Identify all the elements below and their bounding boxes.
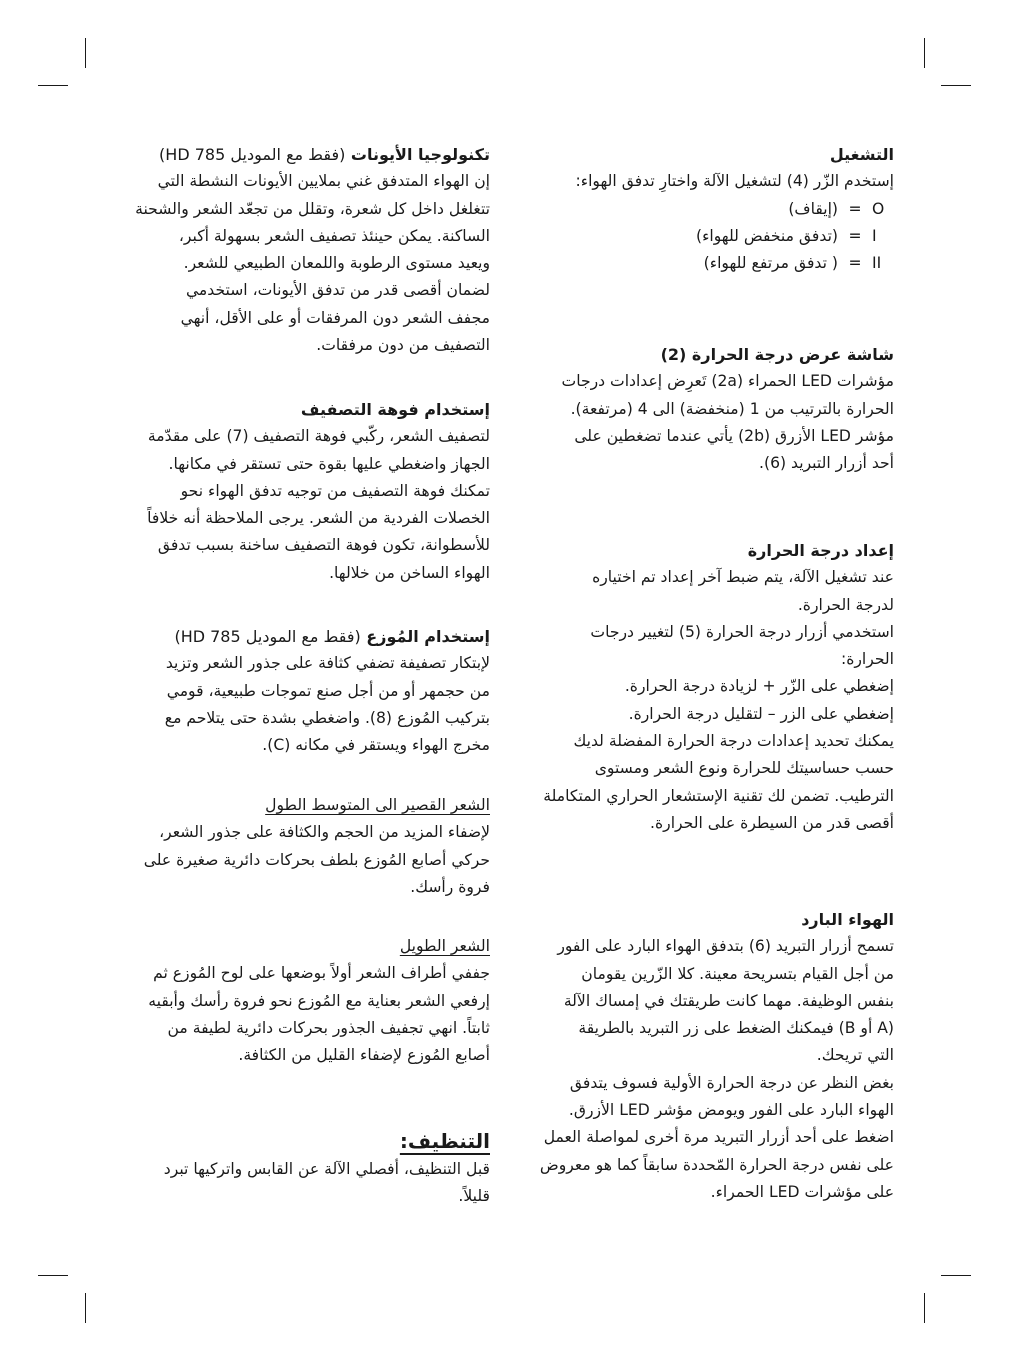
text-line: التي تريحك. <box>816 1046 894 1065</box>
mode-eq: = <box>848 199 862 218</box>
title-text: إستخدام المُوزع <box>366 627 490 646</box>
subsection-title-long-hair: الشعر الطويل <box>399 937 490 955</box>
section-ion-technology <box>112 141 490 359</box>
model-note: (فقط مع الموديل HD 785) <box>159 145 346 164</box>
text-line: الهواء البارد على الفور ويومض مؤشر LED الأزرق. <box>568 1101 894 1120</box>
text-line: من أجل القيام بتسريحة معينة. كلا الزّرين يقومان <box>581 964 894 983</box>
crop-mark-top-right-horizontal <box>941 85 971 86</box>
crop-mark-bottom-right-horizontal <box>941 1275 971 1276</box>
section-title-temperature-display: شاشة عرض درجة الحرارة (2) <box>660 345 894 364</box>
text-line: تتغلغل داخل كل شعرة، وتقلل من تجعّد الشعر والشحنة <box>135 199 490 218</box>
mode-desc: (تدفق منخفض للهواء) <box>695 226 838 245</box>
text-line: إضغطي على الزر – لتقليل درجة الحرارة. <box>628 704 894 723</box>
mode-eq: = <box>848 226 862 245</box>
text-line: الخصلات الفردية من الشعر. يرجى الملاحظة أنه خلافاً <box>147 509 490 528</box>
text-line: ثابتاً. انهي تجفيف الجذور بحركات دائرية لطيفة من <box>167 1018 490 1037</box>
mode-row-high <box>512 250 894 277</box>
text-line: بنفس الوظيفة. مهما كانت طريقتك في إمساك الآلة <box>563 991 894 1010</box>
text-line: إرفعي الشعر بعناية مع المُوزع نحو فروة رأسك وأبقيه <box>148 991 490 1010</box>
text-line: الترطيب. تضمن لك تقنية الإستشعار الحراري المتكاملة <box>543 786 894 805</box>
text-line: الساكنة. يمكن حينئذ تصفيف الشعر بسهولة أكبر، <box>178 226 490 245</box>
section-title-cleaning: التنظيف: <box>399 1129 490 1153</box>
text-line: لدرجة الحرارة. <box>797 595 894 614</box>
section-temperature-setting <box>512 537 894 837</box>
section-diffuser <box>112 623 490 759</box>
text-line: حركي أصابع المُوزع بلطف بحركات دائرية صغيرة على <box>143 850 490 869</box>
text-line: الحرارة: <box>840 650 894 669</box>
section-cold-air <box>512 906 894 1206</box>
crop-mark-top-left-horizontal <box>38 85 68 86</box>
model-note: (فقط مع الموديل HD 785) <box>174 627 361 646</box>
mode-row-off <box>512 196 894 223</box>
text-line: مؤشرات LED الحمراء (2a) تَعرِض إعدادات درجات <box>561 372 894 391</box>
text-line: تمكنك فوهة التصفيف من توجيه تدفق الهواء نحو <box>180 481 490 500</box>
section-cleaning <box>112 1126 490 1211</box>
section-temperature-display <box>512 341 894 477</box>
text-line: عند تشغيل الآلة، يتم ضبط آخر إعداد تم اختياره <box>592 568 894 587</box>
operation-intro: إستخدم الزّر (4) لتشغيل الآلة واختارِ تدفق الهواء: <box>575 172 894 191</box>
text-line: مؤشر LED الأزرق (2b) يأتي عندما تضغطين على <box>574 426 894 445</box>
text-line: إضغطي على الزّر + لزيادة درجة الحرارة. <box>624 677 894 696</box>
text-line: قبل التنظيف، أفصلي الآلة عن القابس واتركيها تبرد <box>163 1160 490 1178</box>
text-line: مجفف الشعر دون المرفقات أو على الأقل، أنهي <box>180 308 490 327</box>
section-title-ion-technology <box>112 141 490 168</box>
mode-symbol: I <box>872 226 877 245</box>
text-line: لإبتكار تصفيفة تضفي كثافة على جذور الشعر وتزيد <box>165 654 490 673</box>
text-line: الجهاز واضغطي عليها بقوة حتى تستقر في مكانها. <box>168 454 490 473</box>
text-line: ويعيد مستوى الرطوبة واللمعان الطبيعي للشعر. <box>183 254 490 273</box>
text-line: يمكنك تحديد إعدادات درجة الحرارة المفضلة لديك <box>573 732 894 751</box>
text-line: الحرارة بالترتيب من 1 (منخفضة) الى 4 (مرتفعة). <box>570 399 894 418</box>
section-title-cold-air: الهواء البارد <box>801 910 894 929</box>
mode-desc: (إيقاف) <box>788 199 838 218</box>
text-line: للأسطوانة، تكون فوهة التصفيف ساخنة بسبب تدفق <box>157 536 490 555</box>
mode-eq: = <box>848 254 862 273</box>
text-line: لإضفاء المزيد من الحجم والكثافة على جذور الشعر، <box>159 823 490 842</box>
subsection-title-short-medium-hair: الشعر القصير الى المتوسط الطول <box>265 796 490 814</box>
text-line: الهواء الساخن من خلالها. <box>329 563 490 582</box>
section-title-operation: التشغيل <box>829 145 894 164</box>
text-line: من حجمهر أو من أجل صنع تموجات طبيعية، قومي <box>166 681 490 700</box>
text-line: على نفس درجة الحرارة المّحددة سابقاً كما هو معروض <box>539 1155 894 1174</box>
text-line: بتركيب المُوزع (8). واضغطي بشدة حتى يتلاحم مع <box>164 708 490 727</box>
crop-mark-bottom-left-horizontal <box>38 1275 68 1276</box>
crop-mark-bottom-left-vertical <box>85 1293 86 1323</box>
section-long-hair <box>112 933 490 1069</box>
text-line: اضغط على أحد أزرار التبريد مرة أخرى لمواصلة العمل <box>543 1128 894 1147</box>
section-operation <box>512 141 894 277</box>
mode-symbol: O <box>872 199 885 218</box>
text-line: لضمان أقصى قدر من تدفق الأيونات، استخدمي <box>185 281 490 300</box>
mode-desc: ( تدفق مرتفع للهواء) <box>703 254 838 273</box>
crop-mark-top-right-vertical <box>924 38 925 68</box>
text-line: أحد أزرار التبريد (6). <box>759 454 894 473</box>
crop-mark-bottom-right-vertical <box>924 1293 925 1323</box>
text-line: حسب حساسيتك للحرارة ونوع الشعر ومستوى <box>594 759 894 778</box>
text-line: (A أو B) فيمكنك الضغط على زر التبريد بالطريقة <box>578 1019 894 1038</box>
text-line: بغض النظر عن درجة الحرارة الأولية فسوف يتدفق <box>569 1073 894 1092</box>
text-line: أقصى قدر من السيطرة على الحرارة. <box>650 813 894 832</box>
text-line: جففي أطراف الشعر أولاً بوضعها على لوح المُوزع ثم <box>153 964 490 983</box>
mode-symbol: II <box>872 254 882 273</box>
section-title-temperature-setting: إعداد درجة الحرارة <box>747 541 894 560</box>
text-line: على مؤشرات LED الحمراء. <box>710 1182 894 1201</box>
section-styling-nozzle <box>112 396 490 587</box>
section-title-diffuser <box>112 623 490 650</box>
text-line: أصابع المُوزع لإضفاء القليل من الكثافة. <box>238 1046 490 1065</box>
text-line: تسمح أزرار التبريد (6) بتدفق الهواء البارد على الفور <box>557 937 894 956</box>
text-line: إن الهواء المتدفق غني بملايين الأيونات النشطة التي <box>157 172 490 191</box>
title-text: تكنولوجيا الأيونات <box>350 145 490 164</box>
text-line: قليلاً. <box>458 1187 490 1206</box>
section-short-medium-hair <box>112 792 490 901</box>
section-title-styling-nozzle: إستخدام فوهة التصفيف <box>300 400 490 419</box>
crop-mark-top-left-vertical <box>85 38 86 68</box>
text-line: لتصفيف الشعر، ركّبي فوهة التصفيف (7) على مقدّمة <box>147 427 490 446</box>
text-line: مخرج الهواء ويستقر في مكانه (C). <box>262 736 490 755</box>
text-line: فروة رأسك. <box>410 877 490 896</box>
text-line: استخدمي أزرار درجة الحرارة (5) لتغيير درجات <box>590 622 894 641</box>
mode-row-low <box>512 223 894 250</box>
text-line: التصفيف من دون مرفقات. <box>316 336 490 355</box>
